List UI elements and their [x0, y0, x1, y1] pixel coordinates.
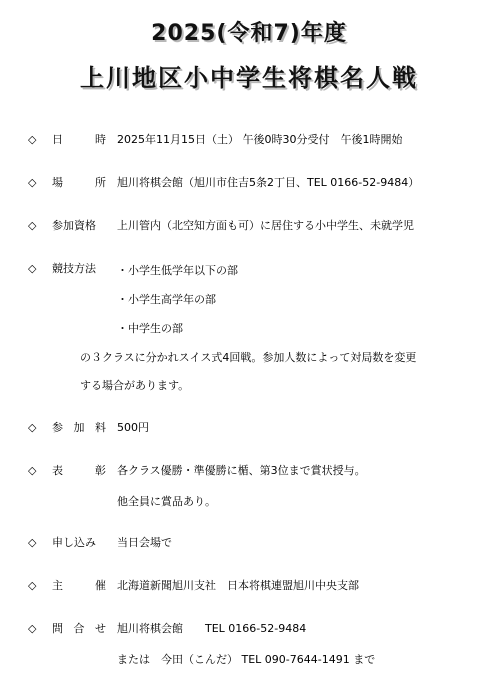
- place-label: 場 所: [52, 176, 106, 189]
- fee-label: 参 加 料: [52, 421, 106, 434]
- event-main-title: 上川地区小中学生将棋名人戦: [80, 64, 418, 92]
- organizer-label: 主 催: [52, 579, 106, 592]
- diamond-bullet-icon: ◇: [28, 536, 37, 549]
- inquiry-value-2: または 今田（こんだ） TEL 090-7644-1491 まで: [117, 653, 376, 666]
- diamond-bullet-icon: ◇: [28, 464, 37, 477]
- diamond-bullet-icon: ◇: [28, 262, 37, 275]
- diamond-bullet-icon: ◇: [28, 176, 37, 189]
- inquiry-label: 問 合 せ: [52, 622, 106, 635]
- diamond-bullet-icon: ◇: [28, 421, 37, 434]
- class-item: ・中学生の部: [117, 322, 183, 335]
- place-value: 旭川将棋会館（旭川市住吉5条2丁目、TEL 0166-52-9484）: [117, 176, 420, 189]
- diamond-bullet-icon: ◇: [28, 579, 37, 592]
- application-value: 当日会場で: [117, 536, 172, 549]
- fee-value: 500円: [117, 421, 149, 434]
- class-item: ・小学生高学年の部: [117, 293, 216, 306]
- date-label: 日 時: [52, 133, 106, 146]
- application-label: 申し込み: [52, 536, 96, 549]
- diamond-bullet-icon: ◇: [28, 133, 37, 146]
- awards-value-2: 他全員に賞品あり。: [117, 495, 216, 508]
- class-item: ・小学生低学年以下の部: [117, 264, 238, 277]
- inquiry-value: 旭川将棋会館 TEL 0166-52-9484: [117, 622, 307, 635]
- awards-value: 各クラス優勝・準優勝に楯、第3位まで賞状授与。: [117, 464, 366, 477]
- eligibility-label: 参加資格: [52, 219, 96, 232]
- format-label: 競技方法: [52, 262, 96, 275]
- diamond-bullet-icon: ◇: [28, 219, 37, 232]
- format-note: する場合があります。: [80, 379, 190, 392]
- awards-label: 表 彰: [52, 464, 106, 477]
- date-value: 2025年11月15日（土） 午後0時30分受付 午後1時開始: [117, 133, 403, 146]
- organizer-value: 北海道新聞旭川支社 日本将棋連盟旭川中央支部: [117, 579, 359, 592]
- event-year-title: 2025(令和7)年度: [151, 21, 347, 46]
- format-note: の３クラスに分かれスイス式4回戦。参加人数によって対局数を変更: [80, 351, 417, 364]
- diamond-bullet-icon: ◇: [28, 622, 37, 635]
- eligibility-value: 上川管内（北空知方面も可）に居住する小中学生、未就学児: [117, 219, 414, 232]
